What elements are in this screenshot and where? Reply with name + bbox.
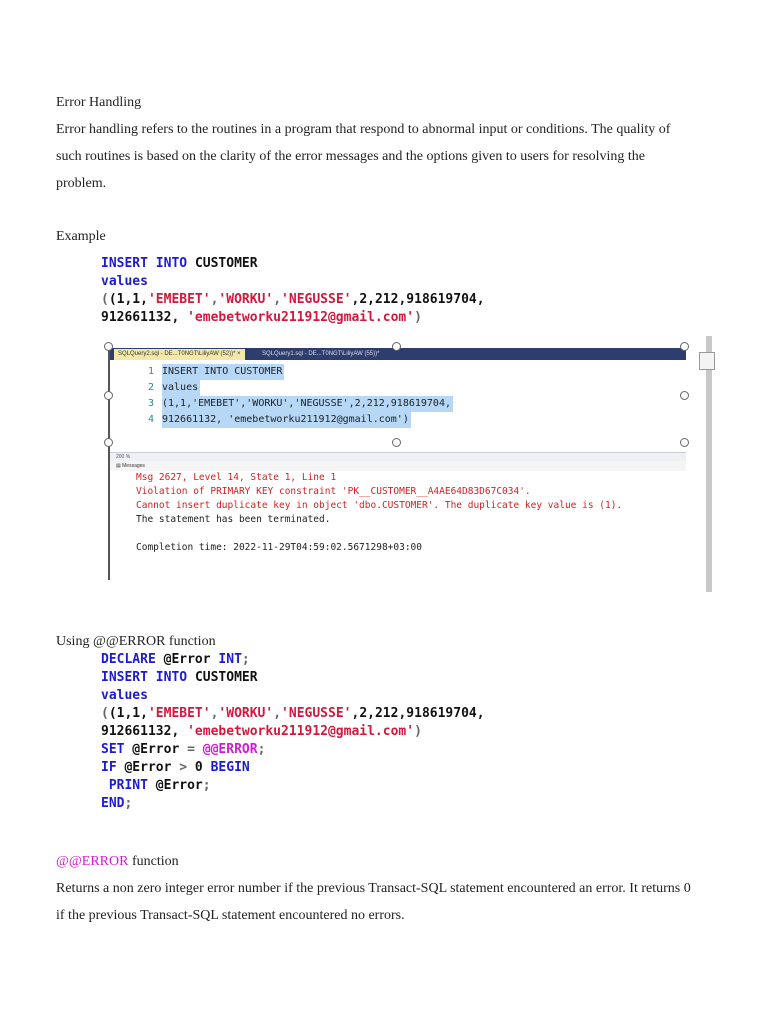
insert-code-block: INSERT INTO CUSTOMER values ((1,1,'EMEBET','WORKU','NEGUSSE',2,212,918619704, 912661132, 'emebetworku211912@gmail.com') (101, 256, 485, 325)
example-label: Example (56, 229, 106, 244)
scrollbar[interactable] (706, 336, 712, 592)
messages-output: Msg 2627, Level 14, State 1, Line 1 Violation of PRIMARY KEY constraint 'PK__CUSTOMER__A4AE64D83D67C034'. Cannot insert duplicate key in object 'dbo.CUSTOMER'. The duplicate key value is (1). The statement has been terminated. Completion time: 2022-11-29T04:59:02.5671298+03:00 (136, 472, 623, 553)
section-heading: Error Handling (56, 95, 142, 110)
layout-options-icon[interactable] (699, 352, 715, 370)
resize-handle[interactable] (680, 438, 689, 447)
tab-sqlquery1[interactable]: SQLQuery1.sql - DE...T0NGT\LiliyAW (55))* (262, 351, 380, 357)
function-title: @@ERROR function (56, 854, 179, 869)
using-label: Using @@ERROR function (56, 634, 216, 649)
intro-paragraph: Error handling refers to the routines in a program that respond to abnormal input or conditions. The quality of such routines is based on the clarity of the error messages and the options given to users for resolving the problem. (56, 122, 671, 191)
messages-icon: ▤ (116, 463, 121, 469)
resize-handle[interactable] (392, 342, 401, 351)
resize-handle[interactable] (104, 391, 113, 400)
zoom-bar[interactable]: 200 % (110, 452, 686, 462)
query-editor[interactable]: 1 INSERT INTO CUSTOMER 2 values 3 (1,1,'EMEBET','WORKU','NEGUSSE',2,212,918619704, 4 912661132, 'emebetworku211912@gmail.com') (110, 360, 686, 452)
resize-handle[interactable] (680, 391, 689, 400)
messages-tab[interactable]: ▤ Messages (110, 461, 686, 471)
close-icon[interactable]: × (237, 351, 241, 357)
resize-handle[interactable] (392, 438, 401, 447)
tab-sqlquery2[interactable]: SQLQuery2.sql - DE...T0NGT\LiliyAW (52))* × (114, 349, 245, 360)
resize-handle[interactable] (680, 342, 689, 351)
ssms-screenshot (108, 344, 688, 580)
resize-handle[interactable] (104, 342, 113, 351)
resize-handle[interactable] (104, 438, 113, 447)
function-description: Returns a non zero integer error number if the previous Transact-SQL statement encountered an error. It returns 0 if the previous Transact-SQL statement encountered no errors. (56, 881, 691, 923)
error-code-block: DECLARE @Error INT; INSERT INTO CUSTOMER values ((1,1,'EMEBET','WORKU','NEGUSSE',2,212,918619704, 912661132, 'emebetworku211912@gmail.com') SET @Error = @@ERROR; IF @Error > 0 BEGIN PRINT @Error; END; (101, 652, 485, 811)
